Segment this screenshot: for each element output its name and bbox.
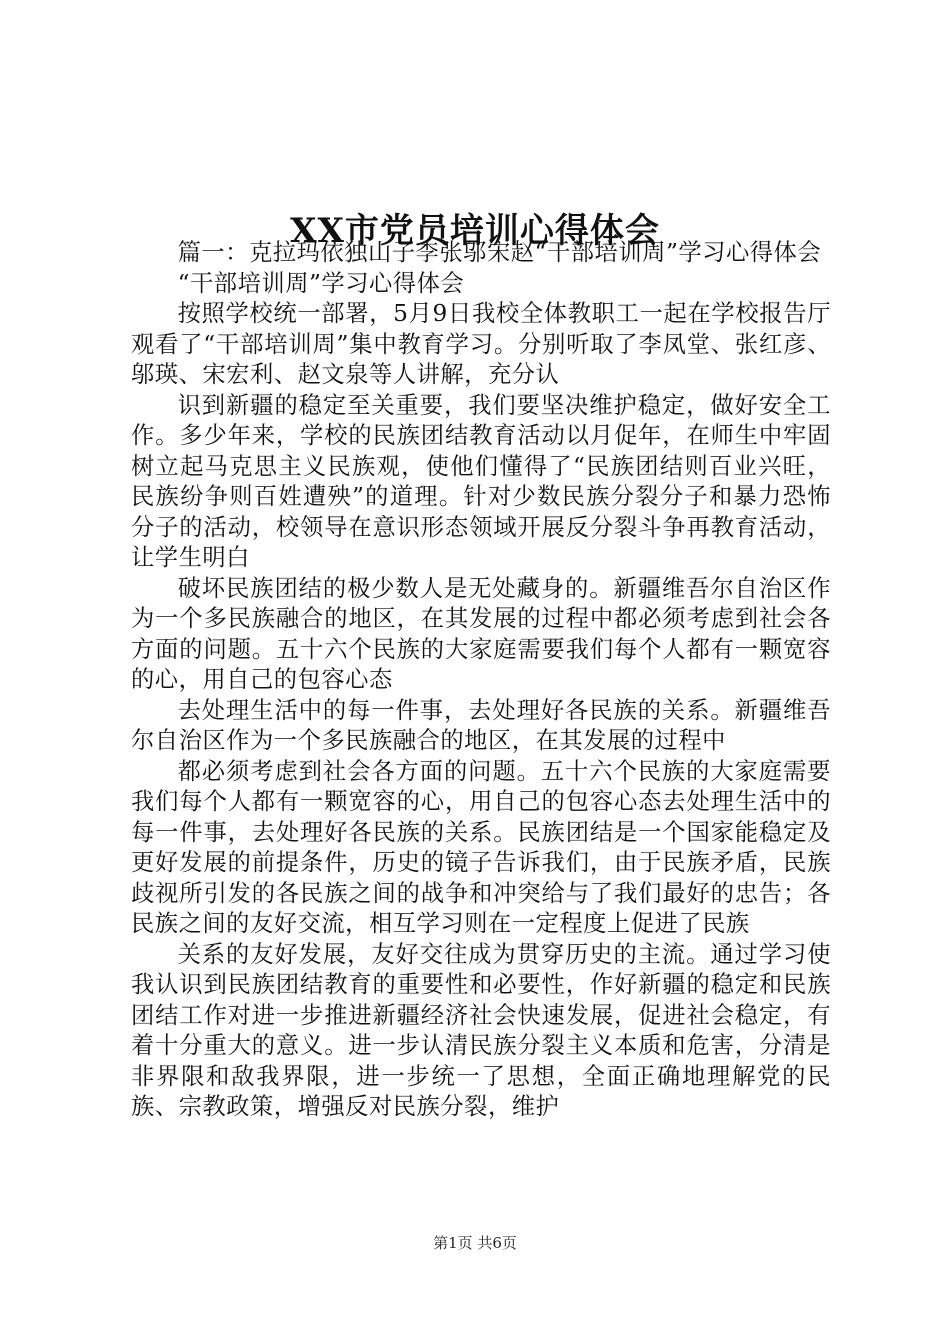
- body-paragraph: 破坏民族团结的极少数人是无处藏身的。新疆维吾尔自治区作为一个多民族融合的地区，在其发展的过程中都必须考虑到社会各方面的问题。五十六个民族的大家庭需要我们每个人都有一颗宽容的心，用自己的包容心态: [131, 574, 831, 693]
- document-body: [131, 238, 831, 1123]
- body-paragraph: 篇一：克拉玛依独山子李张邬宋赵“干部培训周”学习心得体会: [177, 239, 822, 266]
- body-paragraph: “干部培训周”学习心得体会: [177, 269, 465, 297]
- body-paragraph: 都必须考虑到社会各方面的问题。五十六个民族的大家庭需要我们每个人都有一颗宽容的心，用自己的包容心态去处理生活中的每一件事，去处理好各民族的关系。民族团结是一个国家能稳定及更好发展的前提条件，历史的镜子告诉我们，由于民族矛盾，民族歧视所引发的各民族之间的战争和冲突给与了我们最好的忠告；各民族之间的友好交流，相互学习则在一定程度上促进了民族: [131, 757, 831, 937]
- body-paragraph: 按照学校统一部署，5月9日我校全体教职工一起在学校报告厅观看了“干部培训周”集中教育学习。分别听取了李凤堂、张红彦、邬瑛、宋宏利、赵文泉等人讲解，充分认: [131, 300, 831, 388]
- body-paragraph: 识到新疆的稳定至关重要，我们要坚决维护稳定，做好安全工作。多少年来，学校的民族团结教育活动以月促年，在师生中牢固树立起马克思主义民族观，使他们懂得了“民族团结则百业兴旺，民族纷争则百姓遭殃”的道理。针对少数民族分裂分子和暴力恐怖分子的活动，校领导在意识形态领域开展反分裂斗争再教育活动，让学生明白: [131, 391, 831, 571]
- body-paragraph: 去处理生活中的每一件事，去处理好各民族的关系。新疆维吾尔自治区作为一个多民族融合的地区，在其发展的过程中: [131, 696, 831, 754]
- body-paragraph: 关系的友好发展，友好交往成为贯穿历史的主流。通过学习使我认识到民族团结教育的重要性和必要性，作好新疆的稳定和民族团结工作对进一步推进新疆经济社会快速发展，促进社会稳定，有着十分重大的意义。进一步认清民族分裂主义本质和危害，分清是非界限和敌我界限，进一步统一了思想，全面正确地理解党的民族、宗教政策，增强反对民族分裂，维护: [131, 940, 831, 1120]
- page-number-footer: 第1页 共6页: [433, 1234, 517, 1252]
- document-title: XX市党员培训心得体会: [290, 210, 660, 251]
